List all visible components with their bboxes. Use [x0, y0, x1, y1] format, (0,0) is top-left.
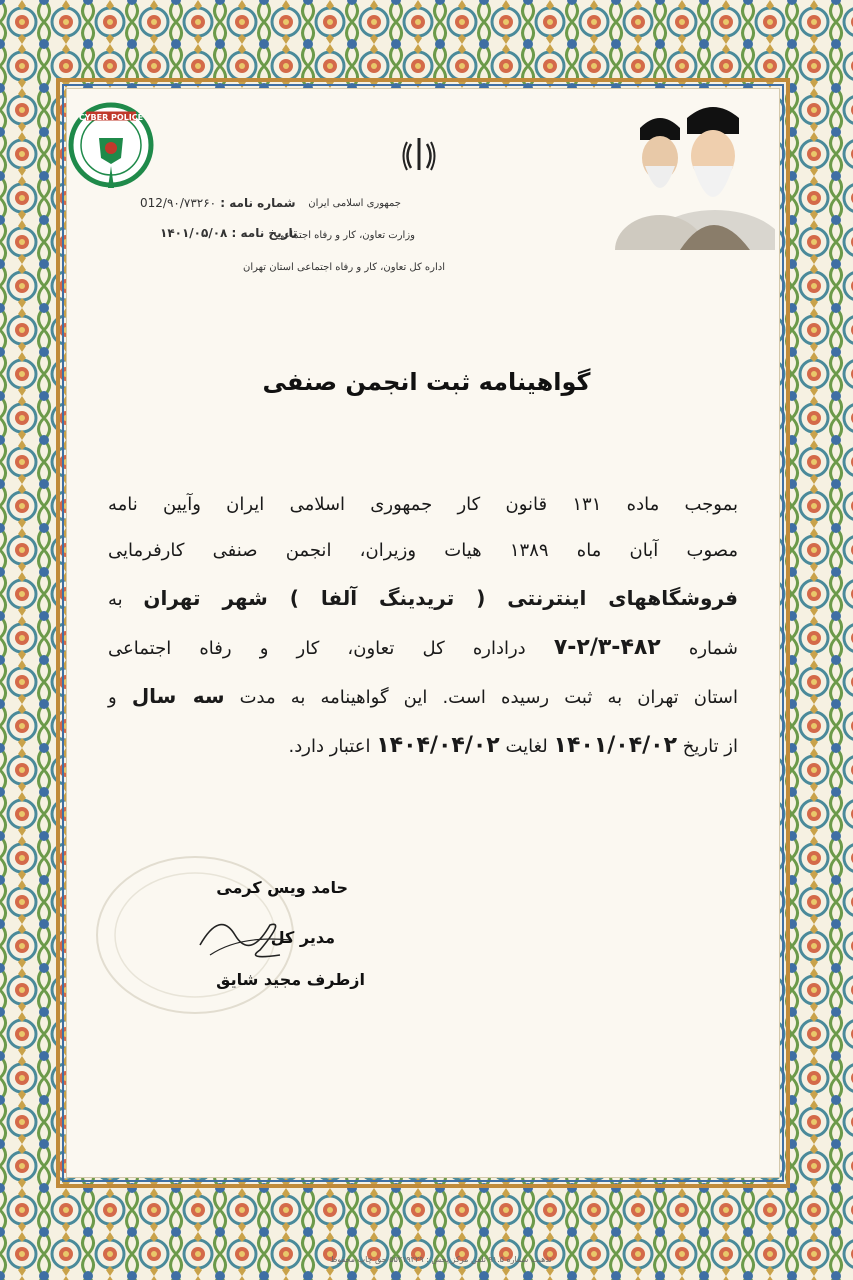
valid-to-date: ۱۴۰۴/۰۴/۰۲ — [376, 733, 500, 758]
body-line-3 — [108, 586, 738, 610]
body-line-6-mid: لغایت — [505, 736, 548, 757]
body-line-3-rest: به — [108, 589, 123, 610]
body-line-5-rest: و — [108, 687, 117, 708]
letter-number — [140, 196, 296, 210]
body-line-1-text: بموجب ماده ۱۳۱ قانون کار جمهوری اسلامی ایران وآیین نامه — [108, 494, 738, 515]
signer-behalf: ازطرف مجید شایق — [216, 970, 365, 989]
cyber-police-seal-icon — [66, 100, 156, 195]
letter-number-label: شماره نامه : — [220, 196, 296, 210]
iran-emblem-icon — [400, 134, 438, 174]
org-line-1: جمهوری اسلامی ایران — [308, 198, 401, 209]
letter-date-value: ۱۴۰۱/۰۵/۰۸ — [160, 226, 228, 240]
org-line-3: اداره کل تعاون، کار و رفاه اجتماعی استان تهران — [243, 262, 445, 273]
org-line-2: وزارت تعاون، کار و رفاه اجتماعی — [275, 230, 415, 241]
handwritten-signature — [190, 905, 300, 965]
validity-duration: سه سال — [131, 684, 225, 708]
footer-print-info: تذهیب شماره ۹۱.۵ تلفن مرکز پخش : ۵۵۲۱۹۲۲۹ حق چاپ محفوظ — [330, 1255, 552, 1264]
body-line-5-pre: استان تهران به ثبت رسیده است. این گواهینامه به مدت — [239, 687, 738, 708]
body-line-6 — [108, 733, 738, 758]
body-line-4-pre: شماره — [688, 638, 738, 659]
association-name: فروشگاههای اینترنتی ( تریدینگ آلفا ) شهر تهران — [143, 586, 738, 610]
body-line-1 — [108, 494, 738, 515]
letter-number-value: 012/۹۰/۷۳۲۶۰ — [140, 196, 217, 210]
body-line-4 — [108, 635, 738, 660]
body-line-4-rest: دراداره کل تعاون، کار و رفاه اجتماعی — [108, 638, 526, 659]
valid-from-date: ۱۴۰۱/۰۴/۰۲ — [553, 733, 678, 758]
signer-name: حامد ویس کرمی — [216, 878, 348, 897]
body-line-6-rest: اعتبار دارد. — [288, 736, 371, 757]
signer-role: مدیر کل — [270, 928, 335, 947]
body-line-6-pre: از تاریخ — [682, 736, 738, 757]
portrait-image — [605, 100, 775, 250]
registration-number: ۴۸۲-۲/۳-۷ — [553, 635, 661, 660]
certificate-title: گواهینامه ثبت انجمن صنفی — [262, 368, 591, 396]
body-line-2 — [108, 540, 738, 561]
svg-text:CYBER POLICE: CYBER POLICE — [78, 113, 144, 122]
body-line-2-text: مصوب آبان ماه ۱۳۸۹ هیات وزیران، انجمن صنفی کارفرمایی — [108, 540, 738, 561]
body-line-5 — [108, 684, 738, 708]
letter-date-label: تاریخ نامه : — [231, 226, 298, 240]
